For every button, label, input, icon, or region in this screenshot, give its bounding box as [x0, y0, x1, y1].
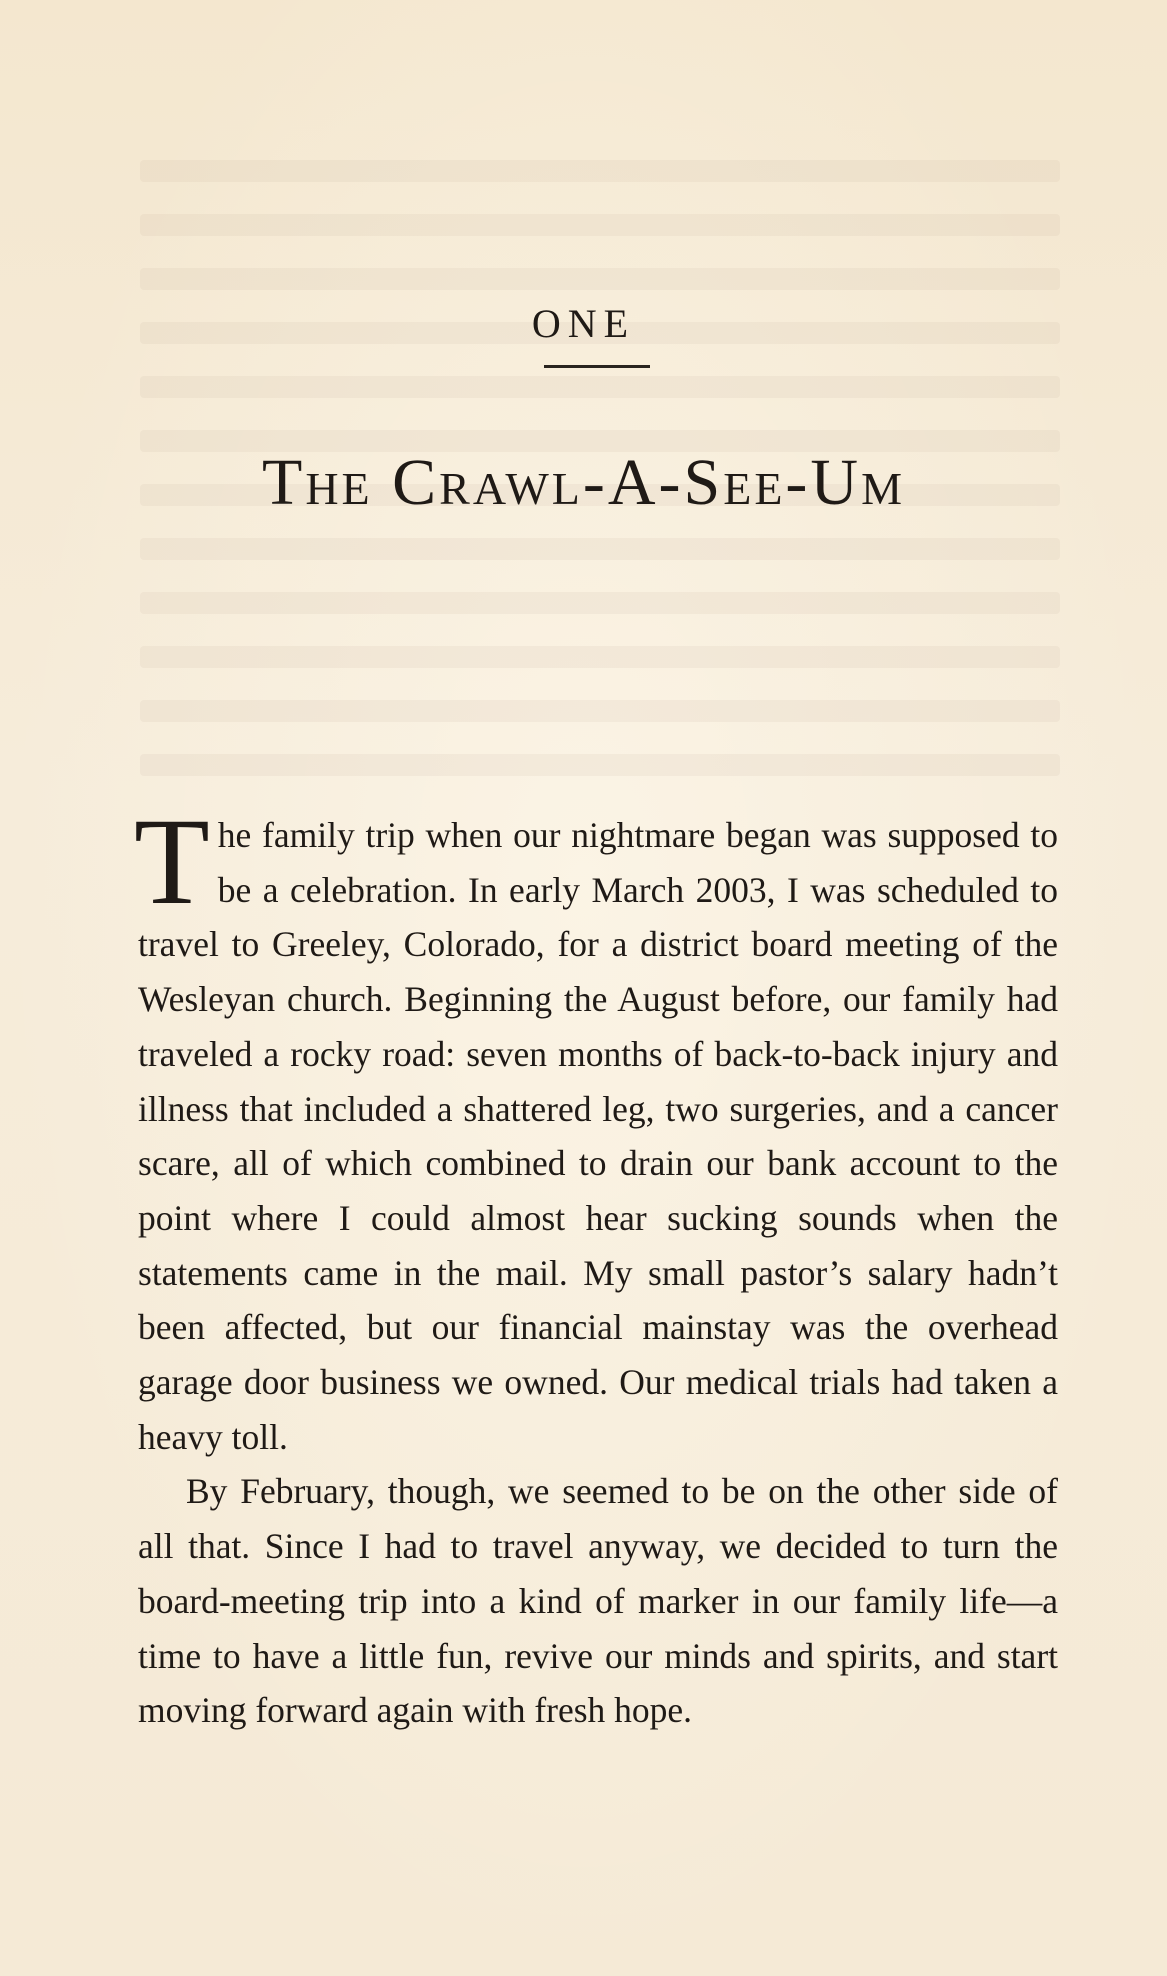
bleed-through-line	[140, 268, 1060, 290]
bleed-through-line	[140, 160, 1060, 182]
bleed-through-line	[140, 214, 1060, 236]
paragraph-text: he family trip when our nightmare began was supposed to be a celebration. In early March 2003, I was scheduled to travel to Greeley, Colorado, for a district board meeting of the Wesleyan church. Beginning the August before, our family had traveled a rocky road: seven months of back-to-back injury and illness that included a shattered leg, two surgeries, and a cancer scare, all of which combined to drain our bank account to the point where I could almost hear sucking sounds when the statements came in the mail. My small pastor’s salary hadn’t been affected, but our financial mainstay was the overhead garage door business we owned. Our medical trials had taken a heavy toll.	[138, 815, 1058, 1457]
chapter-divider	[544, 365, 650, 368]
bleed-through-line	[140, 592, 1060, 614]
paragraph: By February, though, we seemed to be on the other side of all that. Since I had to travel anyway, we decided to turn the board-meeting trip into a kind of marker in our family life—a time to have a little fun, revive our minds and spirits, and start moving forward again with fresh hope.	[138, 1471, 1058, 1731]
bleed-through-line	[140, 538, 1060, 560]
bleed-through-line	[140, 646, 1060, 668]
chapter-title: The Crawl-A-See-Um	[262, 446, 905, 519]
bleed-through-line	[140, 376, 1060, 398]
drop-cap: T	[134, 793, 210, 930]
bleed-through-line	[140, 754, 1060, 776]
paragraph	[134, 793, 1058, 1464]
chapter-body	[134, 793, 1058, 1738]
chapter-number: ONE	[531, 301, 636, 346]
bleed-through-line	[140, 700, 1060, 722]
